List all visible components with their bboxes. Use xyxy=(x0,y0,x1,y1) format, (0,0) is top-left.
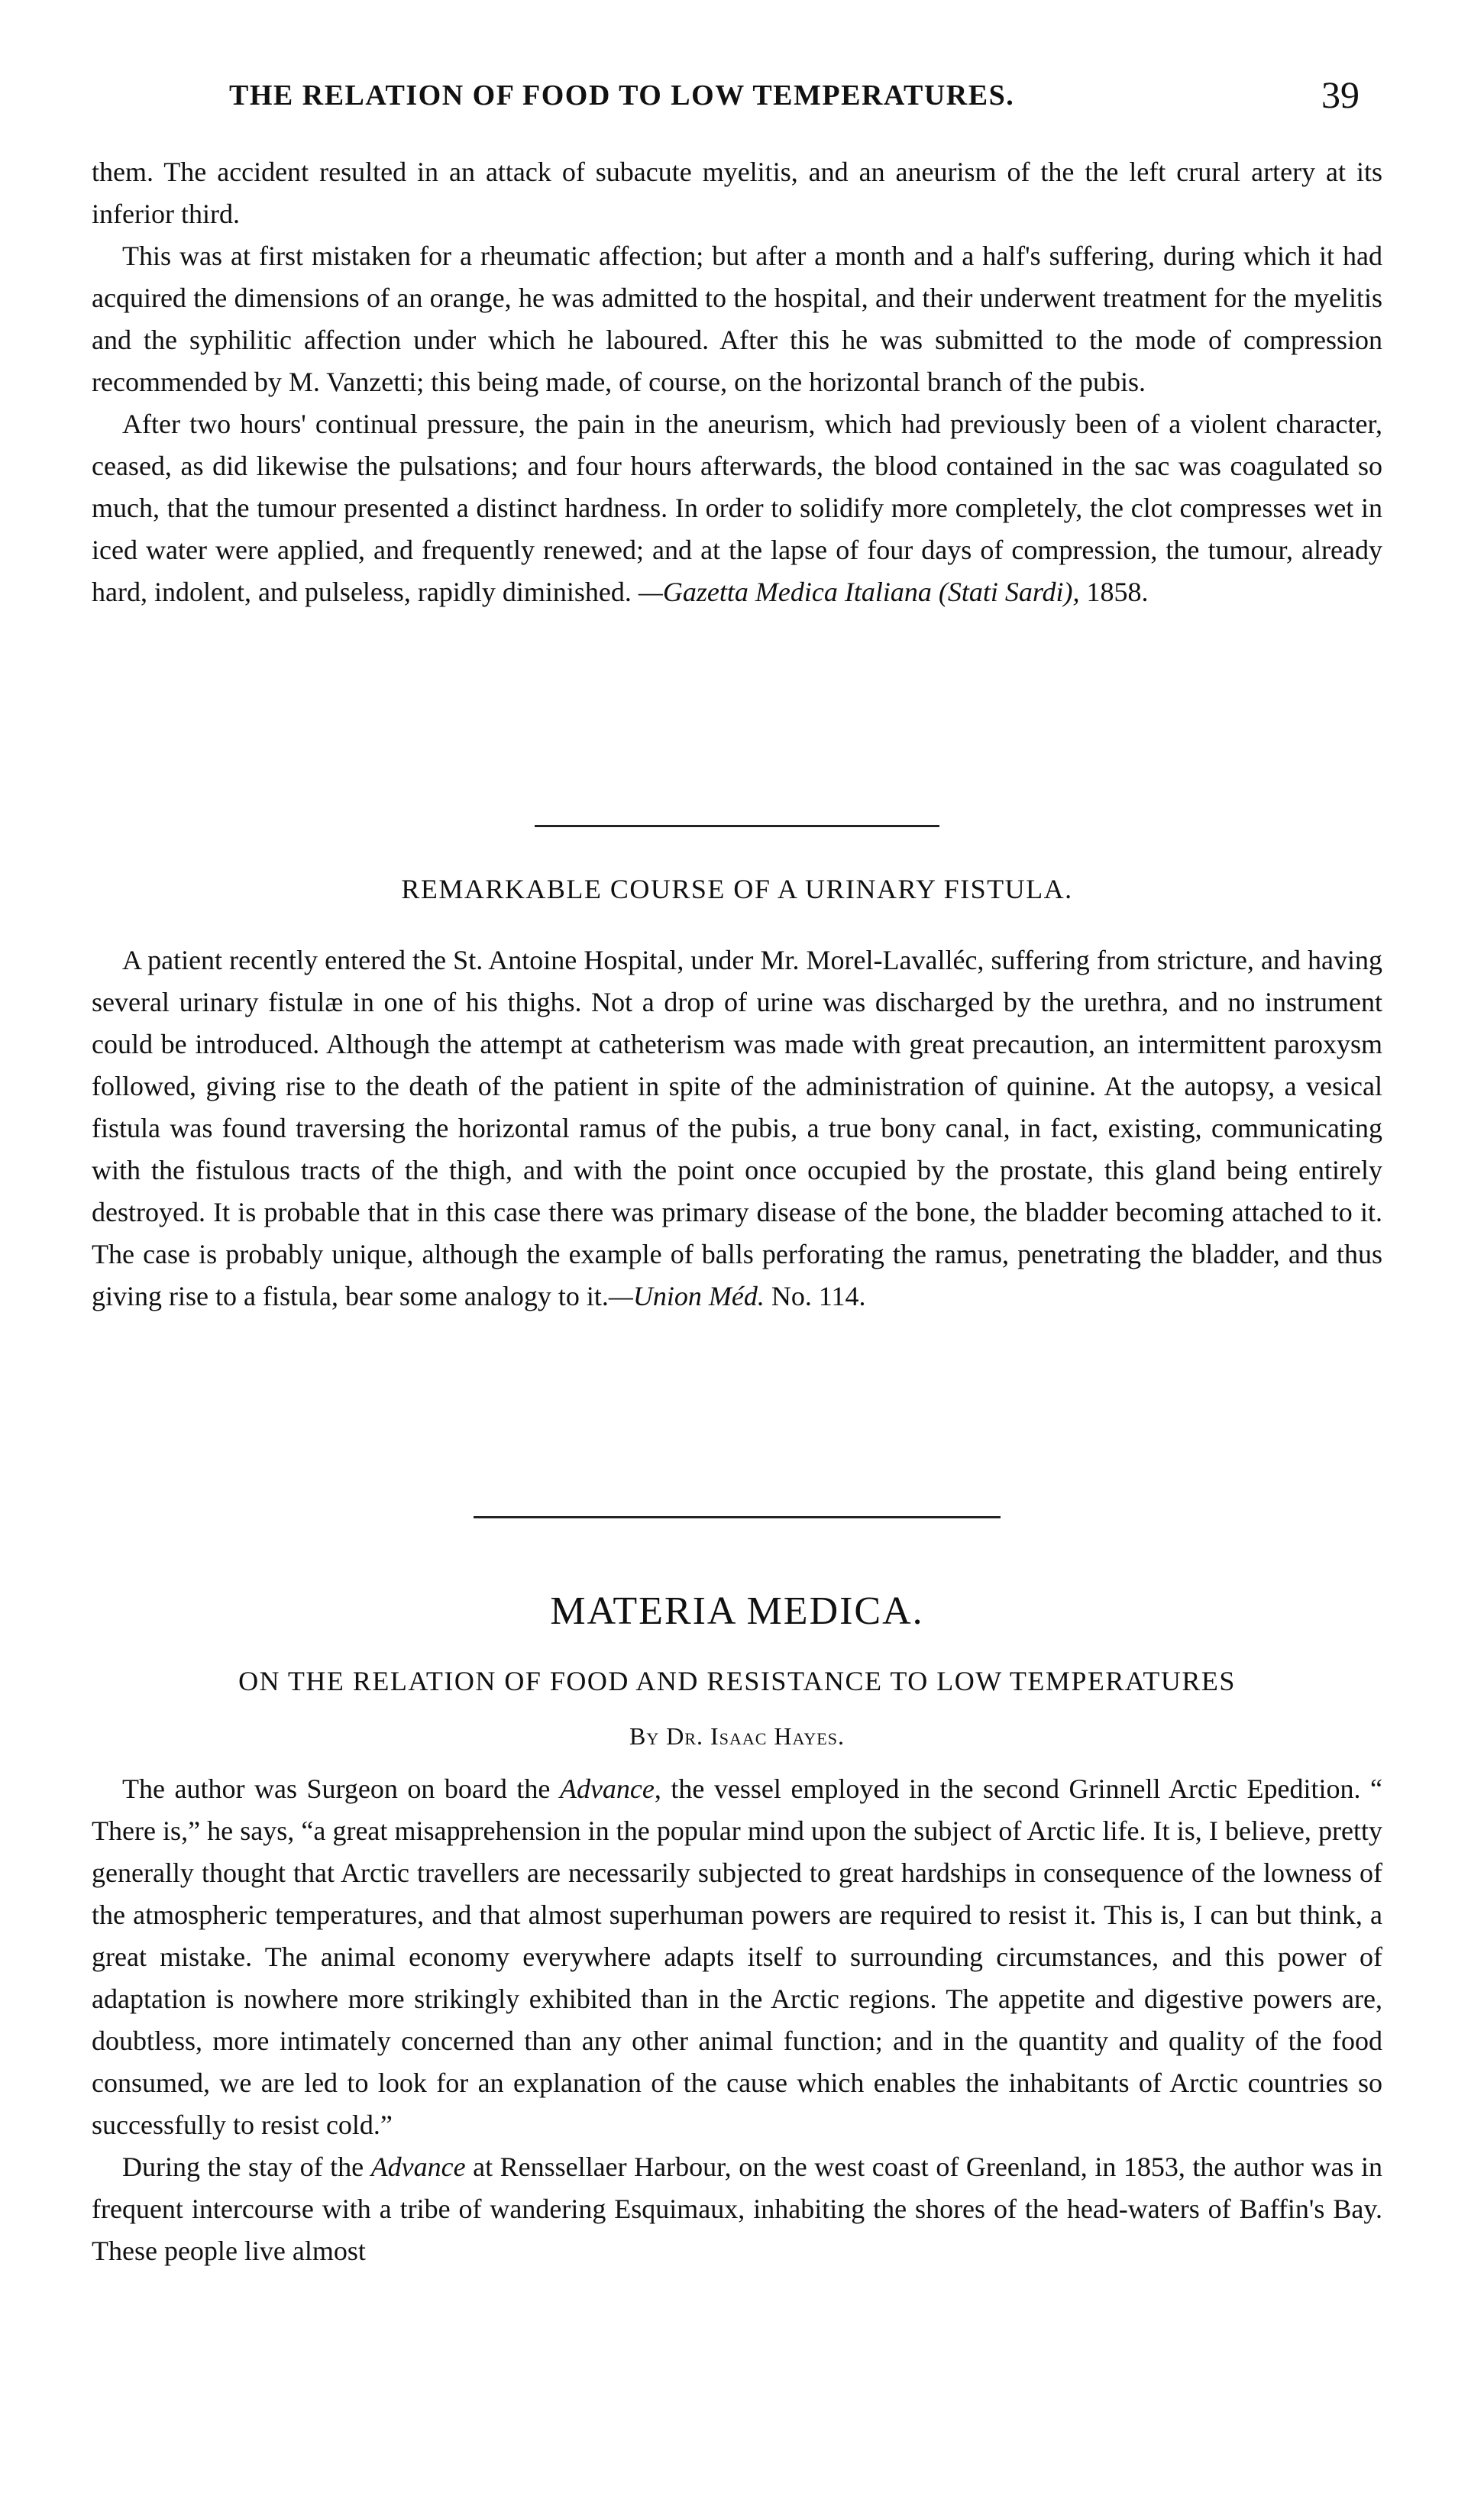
divider xyxy=(535,825,939,827)
running-header xyxy=(92,73,1382,118)
byline: By Dr. Isaac Hayes. xyxy=(629,1722,845,1750)
section-aneurism-continued xyxy=(92,151,1382,613)
paragraph xyxy=(92,403,1382,613)
paragraph xyxy=(92,939,1382,1318)
ship-name: Advance xyxy=(559,1773,655,1804)
source-number: No. 114. xyxy=(764,1281,866,1311)
section-urinary-fistula xyxy=(92,939,1382,1318)
paragraph-text: , the vessel employed in the second Grinnell Arctic Epedition. “ There is,” he says, “a great misapprehension in the popular mind upon the subject of Arctic life. It is, I believe, pretty generally thought that Arctic travellers are necessarily subjected to great hardships in consequence of the lowness of the atmospheric temperatures, and that almost superhuman powers are required to resist it. This is, I can but think, a great mistake. The animal economy everywhere adapts itself to surrounding circumstances, and this power of adaptation is nowhere more strikingly exhibited than in the Arctic regions. The appetite and digestive powers are, doubtless, more intimately concerned than any other animal function; and in the quantity and quality of the food consumed, we are led to look for an explanation of the cause which enables the inhabitants of Arctic countries so successfully to resist cold.” xyxy=(92,1773,1382,2140)
paragraph: them. The accident resulted in an attack of subacute myelitis, and an aneurism of the the left crural artery at its inferior third. xyxy=(92,157,1382,229)
paragraph: This was at first mistaken for a rheumatic affection; but after a month and a half's suffering, during which it had acquired the dimensions of an orange, he was admitted to the hospital, and their underwent treatment for the myelitis and the syphilitic affection under which he laboured. After this he was submitted to the mode of compression recommended by M. Vanzetti; this being made, of course, on the horizontal branch of the pubis. xyxy=(92,241,1382,397)
source-citation: —Union Méd. xyxy=(608,1281,765,1311)
ship-name: Advance xyxy=(370,2152,466,2182)
section-materia-medica xyxy=(92,1768,1382,2272)
article-title: ON THE RELATION OF FOOD AND RESISTANCE TO LOW TEMPERATURES xyxy=(238,1666,1236,1696)
paragraph-text: at Renssellaer Harbour, on the west coast of Greenland, in 1853, the author was in frequent intercourse with a tribe of wandering Esquimaux, inhabiting the shores of the head-waters of Baffin's Bay. These people live almost xyxy=(92,2152,1382,2266)
major-heading: MATERIA MEDICA. xyxy=(550,1589,924,1633)
running-title: THE RELATION OF FOOD TO LOW TEMPERATURES. xyxy=(229,79,1015,112)
paragraph-text: During the stay of the xyxy=(122,2152,371,2182)
paragraph-text: After two hours' continual pressure, the pain in the aneurism, which had previously been of a violent character, ceased, as did likewise the pulsations; and four hours afterwards, the blood contained in the sac was coagulated so much, that the tumour presented a distinct hardness. In order to solidify more completely, the clot compresses wet in iced water were applied, and frequently renewed; and at the lapse of four days of compression, the tumour, already hard, indolent, and pulseless, rapidly diminished. xyxy=(92,409,1382,607)
divider xyxy=(474,1516,1001,1518)
section-heading: REMARKABLE COURSE OF A URINARY FISTULA. xyxy=(401,874,1073,904)
source-year: 1858. xyxy=(1079,577,1149,607)
paragraph-text: The author was Surgeon on board the xyxy=(122,1773,560,1804)
page-number: 39 xyxy=(1321,73,1360,116)
source-citation: —Gazetta Medica Italiana (Stati Sardi), xyxy=(638,577,1080,607)
paragraph xyxy=(92,1768,1382,2146)
paragraph-text: A patient recently entered the St. Antoine Hospital, under Mr. Morel-Lavalléc, suffering from stricture, and having several urinary fistulæ in one of his thighs. Not a drop of urine was discharged by the urethra, and no instrument could be introduced. Although the attempt at catheterism was made with great precaution, an intermittent paroxysm followed, giving rise to the death of the patient in spite of the administration of quinine. At the autopsy, a vesical fistula was found traversing the horizontal ramus of the pubis, a true bony canal, in fact, existing, communicating with the fistulous tracts of the thigh, and with the point once occupied by the prostate, this gland being entirely destroyed. It is probable that in this case there was primary disease of the bone, the bladder becoming attached to it. The case is probably unique, although the example of balls perforating the ramus, penetrating the bladder, and thus giving rise to a fistula, bear some analogy to it. xyxy=(92,945,1382,1311)
paragraph xyxy=(92,2146,1382,2272)
